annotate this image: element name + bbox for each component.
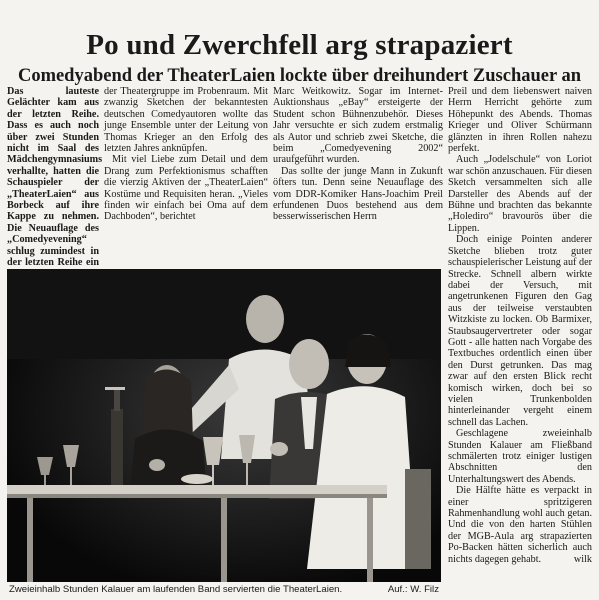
text-column-3	[273, 86, 443, 262]
paragraph: Das sollte der junge Mann in Zukunft öfters tun. Denn seine Neuauflage des vom DDR-Komiker Hans-Joachim Preil erfundenen Duos bestehend aus dem besserwisserischen Herrn	[273, 165, 443, 223]
headline: Po und Zwerchfell arg strapaziert	[86, 29, 513, 62]
paragraph: Mit viel Liebe zum Detail und dem Drang zum Perfektionismus schafften die vierzig Aktiven der „TheaterLaien“ Kostüme und Requisiten heran. „Vieles finden wir einfach bei Oma auf dem Dachboden“, berichtet	[104, 154, 268, 223]
caption-text: Zweieinhalb Stunden Kalauer am laufenden Band servierten die TheaterLaien.	[9, 584, 343, 595]
paragraph	[448, 485, 592, 565]
paragraph: Geschlagene zweieinhalb Stunden Kalauer am Fließband schmälerten trotz einiger lustigen Abschnitten den Unterhaltungswert des Abends.	[448, 428, 592, 485]
paragraph: Marc Weitkowitz. Sogar im Internet-Auktionshaus „eBay“ ersteigerte der Student schon Bühnenzubehör. Dieses Jahr versuchte er sich zudem erstmalig als Autor und schrieb zwei Sketche, die beim „Comedyevening 2002“ uraufgeführt wurden.	[273, 86, 443, 166]
paragraph: Auch „Jodelschule“ von Loriot war schön anzuschauen. Für diesen Sketch versammelten sich alle Darsteller des Abends auf der Bühne und brachten das bekannte „Holediro“ bravourös über die Lippen.	[448, 154, 592, 234]
text-column-4	[448, 86, 592, 586]
lead-paragraph: Das lauteste Gelächter kam aus der letzten Reihe. Dass es auch noch über zwei Stunden nicht im Saal des Mädchengymnasiums verhallte, hatten die Schauspieler der „TheaterLaien“ aus Borbeck auf ihre Kappe zu nehmen. Die Neuauflage des „Comedyevening“ schlug zumindest in der letzten Reihe ein	[7, 86, 103, 269]
stage-photo	[7, 269, 441, 582]
subheadline: Comedyabend der TheaterLaien lockte über dreihundert Zuschauer an	[17, 66, 582, 87]
text-column-2	[104, 86, 268, 262]
paragraph: der Theatergruppe im Probenraum. Mit zwanzig Sketchen der bekanntesten deutschen Comedyautoren wollte das junge Ensemble unter der Leitung von Thomas Krieger an den Erfolg des letzten Jahres anknüpfen.	[104, 86, 268, 155]
author-signature: wilk	[573, 553, 592, 565]
text-column-1	[7, 86, 103, 269]
paragraph: Preil und dem liebenswert naiven Herrn Herricht gehörte zum Höhepunkt des Abends. Thomas Krieger und Oliver Schürmann glänzten in ihren Rollen nahezu perfekt.	[448, 86, 592, 155]
paragraph-text: Die Hälfte hätte es verpackt in einer spritzigeren Rahmenhandlung wohl auch getan. Und die von den harten Stühlen der MGB-Aula arg strapazierten Po-Backen hätten sicherlich auch nichts dagegen gehabt.	[448, 485, 592, 565]
photo-caption	[7, 583, 441, 597]
paragraph: Doch einige Pointen anderer Sketche blieben trotz guter schauspielerischer Leistung auf der Strecke. Schnell albern wirkte dabei der Versuch, mit angetrunkenen Figuren den Gag aus der teilweise verstaubten Witzkiste zu locken. Ob Barmixer, Staubsaugervertreter oder sogar Gott - alle hatten nach Vorgabe des Textbuches ordentlich einen über den Durst getrunken. Das mag zwar auf den ersten Blick recht komisch wirken, doch bei so vielen Trunkenbolden hinterleinander vergeht einem schnell das Lachen.	[448, 234, 592, 428]
photo-credit: Auf.: W. Filz	[387, 584, 439, 595]
